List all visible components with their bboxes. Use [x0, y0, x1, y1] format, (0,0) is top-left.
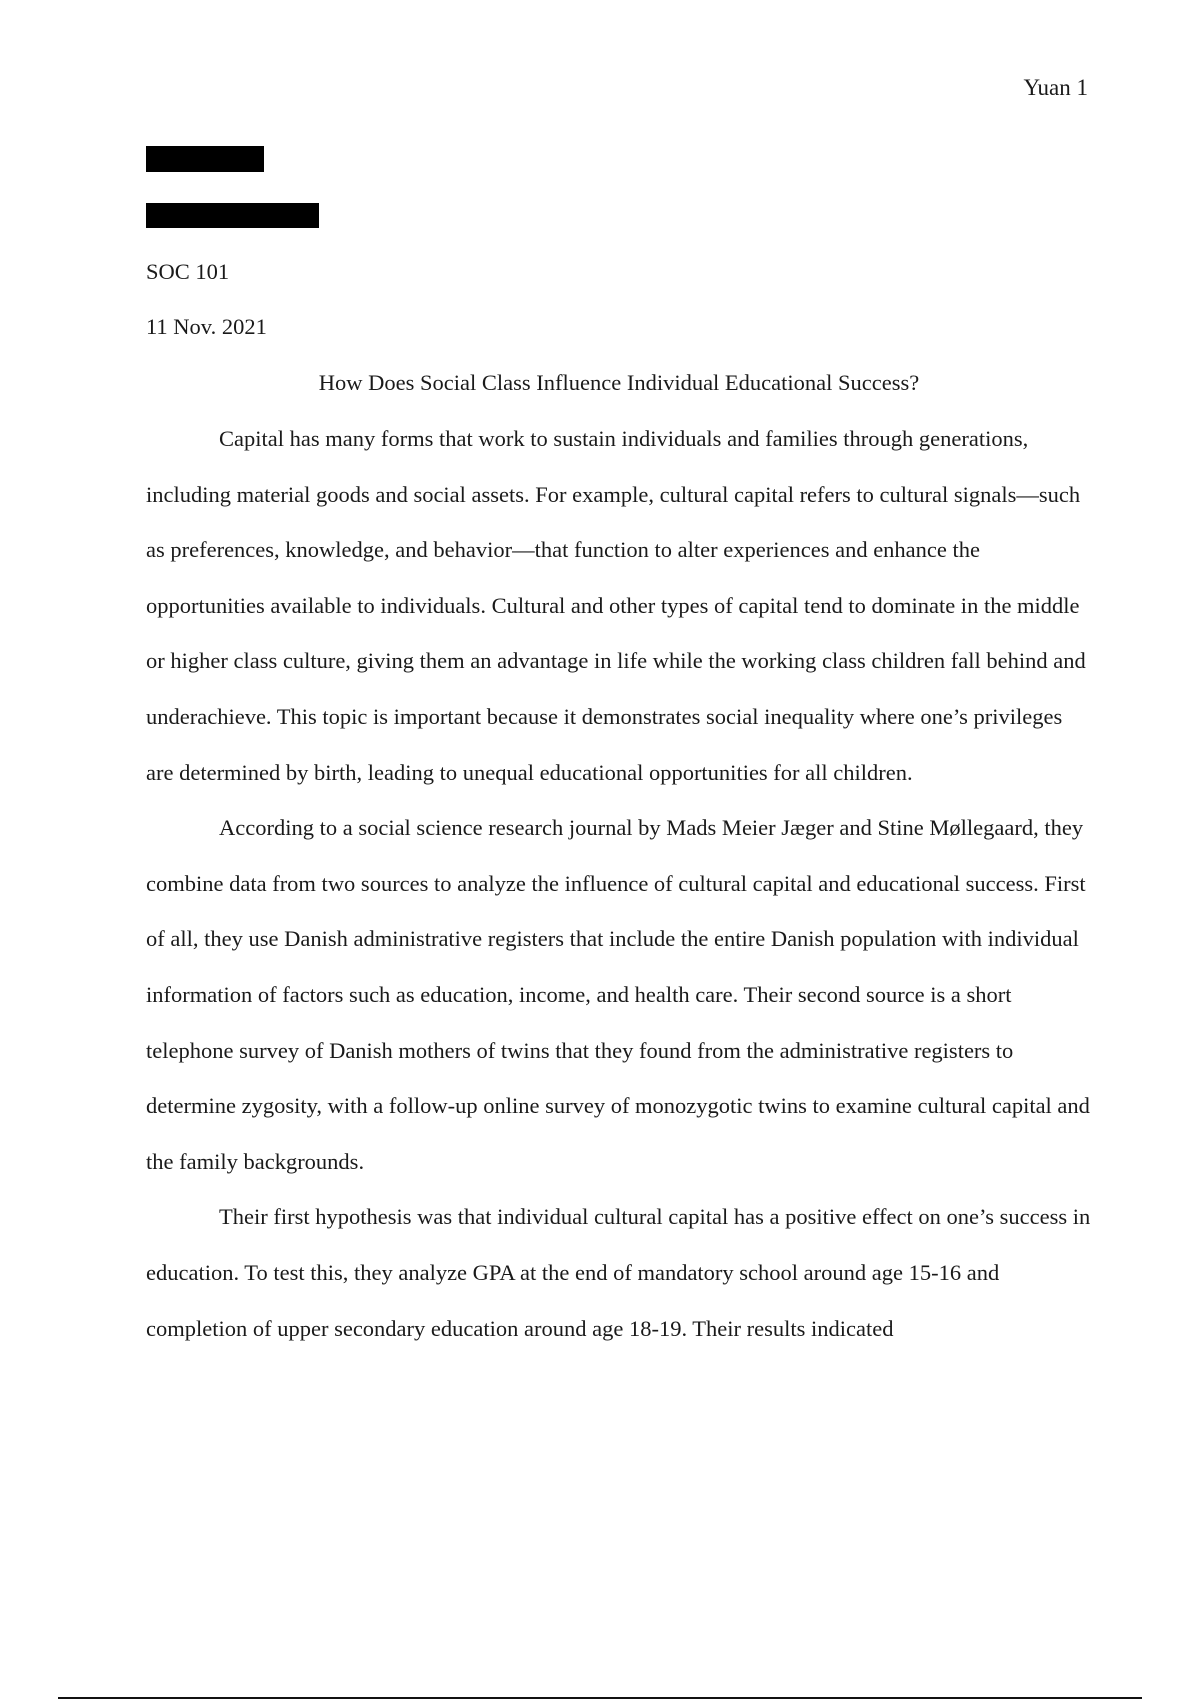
- page-bottom-rule: [58, 1697, 1142, 1699]
- paragraph: According to a social science research journal by Mads Meier Jæger and Stine Møllegaard, they combine data from two sources to analyze the influence of cultural capital and educational success. First of all, they use Danish administrative registers that include the entire Danish population with individual information of factors such as education, income, and health care. Their second source is a short telephone survey of Danish mothers of twins that they found from the administrative registers to determine zygosity, with a follow-up online survey of monozygotic twins to examine cultural capital and the family backgrounds.: [146, 815, 1090, 1174]
- paragraph: Capital has many forms that work to sustain individuals and families through generations, including material goods and social assets. For example, cultural capital refers to cultural signals—such as preferences, knowledge, and behavior—that function to alter experiences and enhance the opportunities available to individuals. Cultural and other types of capital tend to dominate in the middle or higher class culture, giving them an advantage in life while the working class children fall behind and underachieve. This topic is important because it demonstrates social inequality where one’s privileges are determined by birth, leading to unequal educational opportunities for all children.: [146, 426, 1086, 785]
- paragraph: Their first hypothesis was that individual cultural capital has a positive effect on one’s success in education. To test this, they analyze GPA at the end of mandatory school around age 15-16 and completion of upper secondary education around age 18-19. Their results indicated: [146, 1204, 1091, 1341]
- redacted-instructor: [146, 203, 319, 228]
- date-line: 11 Nov. 2021: [146, 314, 267, 339]
- essay-body: [146, 411, 1092, 1356]
- running-head: Yuan 1: [1023, 75, 1088, 100]
- redacted-name: [146, 146, 264, 172]
- essay-title: How Does Social Class Influence Individual Educational Success?: [318, 370, 920, 395]
- course-line: SOC 101: [146, 259, 230, 284]
